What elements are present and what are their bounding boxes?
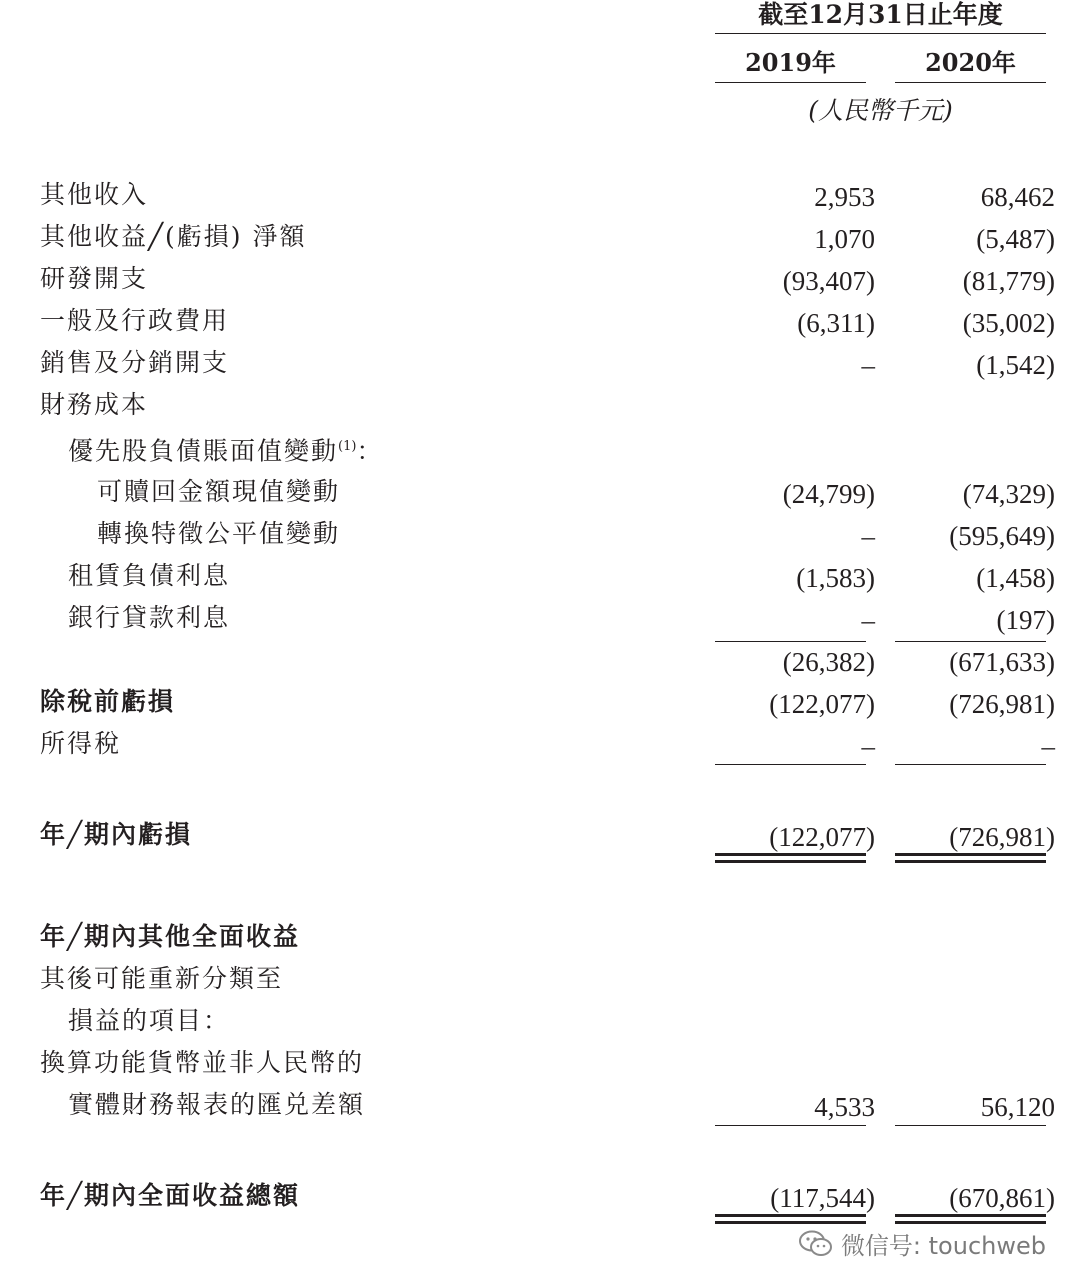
- income-tax-rule-2019: [715, 764, 866, 765]
- period-loss-double-rule-2019-top: [715, 853, 866, 856]
- row-label-income-tax: 所得稅: [40, 729, 122, 758]
- watermark: [799, 1226, 1046, 1261]
- value-2020-admin-expense: (35,002): [962, 308, 1055, 338]
- row-label-pref-share-change: [68, 432, 383, 466]
- row-label-lease-interest: 租賃負債利息: [68, 561, 231, 590]
- value-2019-period-loss: (122,077): [769, 822, 875, 852]
- value-2020-selling-expense: (1,542): [976, 350, 1055, 380]
- value-2020-total-comprehensive: (670,861): [949, 1183, 1055, 1213]
- value-2020-finance-subtotal: (671,633): [949, 647, 1055, 677]
- fx-rule-2020: [895, 1125, 1046, 1126]
- value-2019-admin-expense: (6,311): [797, 308, 875, 338]
- row-label-reclass-line1: 其後可能重新分類至: [40, 964, 284, 993]
- row-label-period-loss: 年╱期內虧損: [40, 820, 193, 849]
- value-2019-total-comprehensive: (117,544): [770, 1183, 875, 1213]
- income-tax-rule-2020: [895, 764, 1046, 765]
- wechat-icon: [799, 1230, 833, 1258]
- total-double-rule-2019-bottom: [715, 1221, 866, 1224]
- row-label-fx-line1: 換算功能貨幣並非人民幣的: [40, 1048, 365, 1077]
- value-2019-income-tax: –: [861, 731, 875, 761]
- year-2019-rule: [715, 82, 866, 83]
- value-2019-bank-interest: –: [861, 605, 875, 635]
- period-loss-double-rule-2019-bottom: [715, 860, 866, 863]
- period-loss-double-rule-2020-top: [895, 853, 1046, 856]
- footnote-marker: (1): [338, 439, 357, 454]
- total-double-rule-2020-bottom: [895, 1221, 1046, 1224]
- row-label-finance-cost: 財務成本: [40, 390, 149, 419]
- fx-rule-2019: [715, 1125, 866, 1126]
- total-double-rule-2019-top: [715, 1214, 866, 1217]
- row-label-oci-title: 年╱期內其他全面收益: [40, 922, 301, 951]
- year-2020-rule: [895, 82, 1046, 83]
- value-2019-loss-before-tax: (122,077): [769, 689, 875, 719]
- row-label-other-gains: 其他收益╱(虧損) 淨額: [40, 222, 307, 251]
- row-label-bank-interest: 銀行貸款利息: [68, 603, 231, 632]
- value-2020-other-income: 68,462: [980, 182, 1055, 212]
- unit-label: (人民幣千元): [808, 96, 953, 125]
- row-label-reclass-line2: 損益的項目：: [68, 1006, 231, 1035]
- period-loss-double-rule-2020-bottom: [895, 860, 1046, 863]
- value-2019-rd-expense: (93,407): [782, 266, 875, 296]
- pref-share-change-colon: ：: [356, 436, 384, 466]
- row-label-admin-expense: 一般及行政費用: [40, 306, 230, 335]
- value-2020-conversion-change: (595,649): [949, 521, 1055, 551]
- year-2019-header: 2019年: [745, 48, 836, 77]
- watermark-text: 微信号: touchweb: [840, 1232, 1046, 1260]
- row-label-fx-line2: 實體財務報表的匯兑差額: [68, 1090, 366, 1119]
- value-2020-lease-interest: (1,458): [976, 563, 1055, 593]
- value-2020-rd-expense: (81,779): [962, 266, 1055, 296]
- row-label-other-income: 其他收入: [40, 180, 149, 209]
- value-2020-loss-before-tax: (726,981): [949, 689, 1055, 719]
- value-2020-period-loss: (726,981): [949, 822, 1055, 852]
- row-label-redeemable-change: 可贖回金額現值變動: [97, 477, 341, 506]
- value-2019-lease-interest: (1,583): [796, 563, 875, 593]
- value-2019-other-income: 2,953: [814, 182, 875, 212]
- row-label-conversion-change: 轉換特徵公平值變動: [97, 519, 341, 548]
- value-2020-fx-difference: 56,120: [980, 1092, 1055, 1122]
- row-label-loss-before-tax: 除稅前虧損: [40, 687, 176, 716]
- value-2019-fx-difference: 4,533: [814, 1092, 875, 1122]
- row-label-total-comprehensive: 年╱期內全面收益總額: [40, 1181, 301, 1210]
- row-label-rd-expense: 研發開支: [40, 264, 149, 293]
- row-label-selling-expense: 銷售及分銷開支: [40, 348, 230, 377]
- pref-share-change-text: 優先股負債賬面值變動: [68, 436, 339, 466]
- total-double-rule-2020-top: [895, 1214, 1046, 1217]
- value-2019-redeemable-change: (24,799): [782, 479, 875, 509]
- value-2020-income-tax: –: [1041, 731, 1055, 761]
- finance-subtotal-rule-2019: [715, 641, 866, 642]
- value-2020-redeemable-change: (74,329): [962, 479, 1055, 509]
- value-2020-other-gains: (5,487): [976, 224, 1055, 254]
- year-2020-header: 2020年: [925, 48, 1016, 77]
- value-2019-other-gains: 1,070: [814, 224, 875, 254]
- value-2020-bank-interest: (197): [996, 605, 1055, 635]
- value-2019-conversion-change: –: [861, 521, 875, 551]
- finance-subtotal-rule-2020: [895, 641, 1046, 642]
- header-rule: [715, 33, 1046, 34]
- period-title: 截至12月31日止年度: [758, 0, 1003, 29]
- value-2019-selling-expense: –: [861, 350, 875, 380]
- value-2019-finance-subtotal: (26,382): [782, 647, 875, 677]
